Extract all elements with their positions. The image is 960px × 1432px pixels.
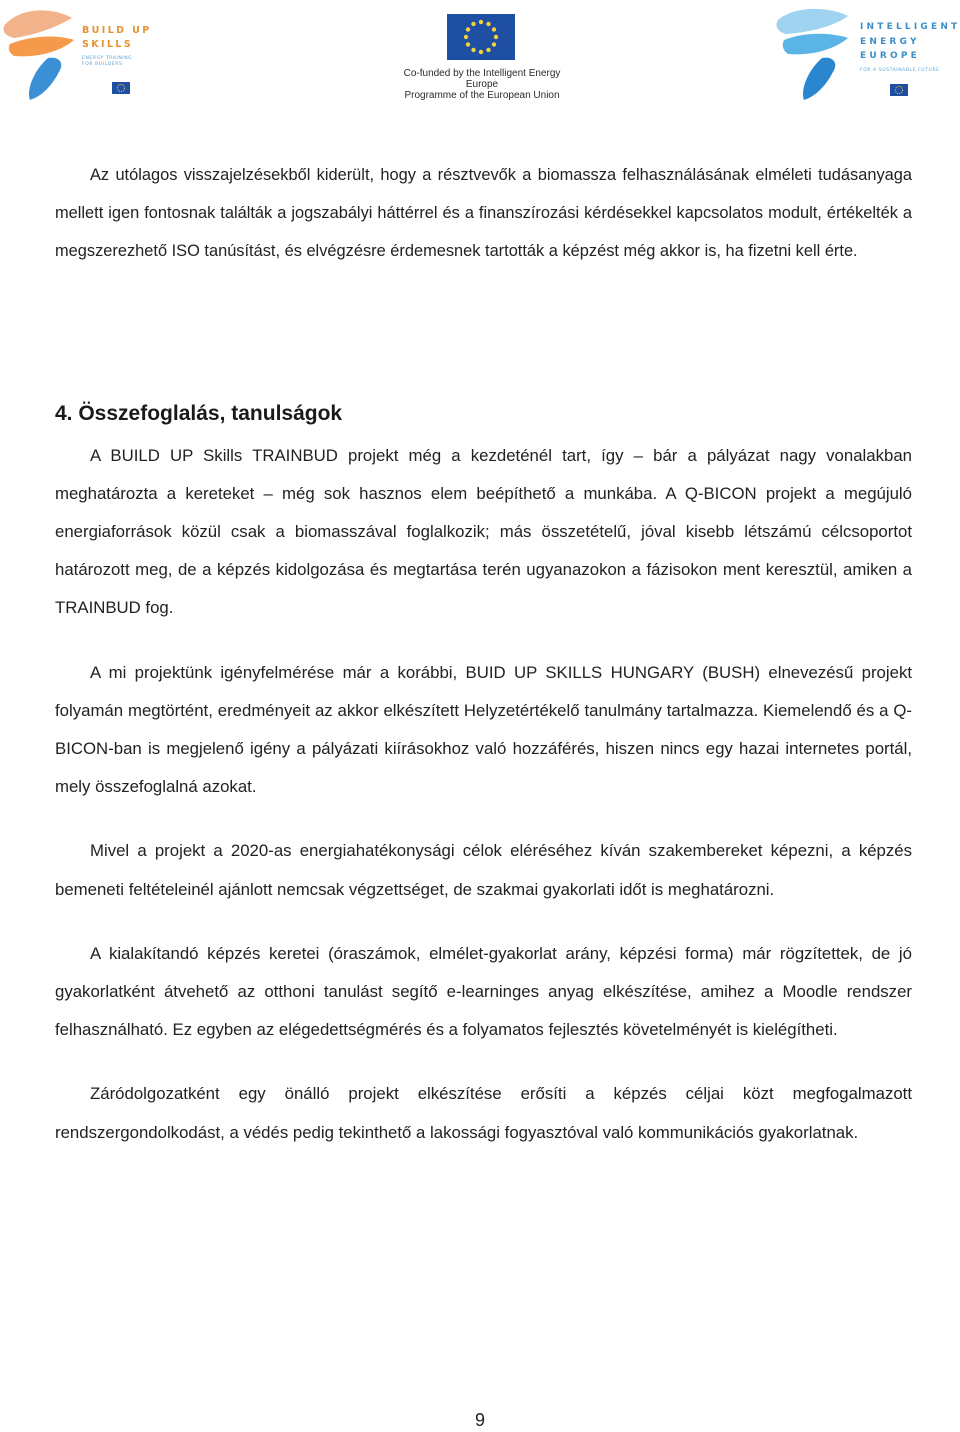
page-header bbox=[0, 0, 960, 110]
eu-cofunding-caption: Co-funded by the Intelligent Energy Europe Programme of the European Union bbox=[403, 68, 561, 101]
body-paragraph: A kialakítandó képzés keretei (óraszámok, elmélet-gyakorlat arány, képzési forma) már rögzítettek, de jó gyakorlatként átvehető az otthoni tanulást segítő e-learninges anyag elkészítése, amihez a Moodle rendszer felhasználható. Ez egyben az elégedettségmérés és a folyamatos fejlesztés követelményét is kielégítheti. bbox=[55, 943, 912, 1040]
eu-flag-icon bbox=[393, 12, 571, 68]
document-body bbox=[55, 156, 912, 1152]
intelligent-energy-europe-logo bbox=[772, 4, 960, 100]
eu-cofunding-logo bbox=[393, 12, 571, 101]
build-up-skills-title: BUILD UP SKILLS bbox=[82, 25, 152, 50]
intelligent-energy-europe-title: INTELLIGENT ENERGY EUROPE bbox=[860, 22, 960, 61]
body-paragraph: Záródolgozatként egy önálló projekt elkészítése erősíti a képzés céljai közt megfogalmazott rendszergondolkodást, a védés pedig tekinthető a lakossági fogyasztóval való kommunikációs gyakorlatnak. bbox=[55, 1084, 912, 1142]
intelligent-energy-europe-tagline: FOR A SUSTAINABLE FUTURE bbox=[860, 68, 940, 73]
section-heading: 4. Összefoglalás, tanulságok bbox=[55, 401, 343, 425]
build-up-skills-logo bbox=[0, 4, 160, 100]
body-paragraph: Mivel a projekt a 2020-as energiahatékonysági célok eléréséhez kíván szakembereket képezni, a képzés bemeneti feltételeinél ajánlott nemcsak végzettséget, de szakmai gyakorlati időt is meghatározni. bbox=[55, 841, 912, 899]
build-up-skills-tagline: ENERGY TRAINING FOR BUILDERS bbox=[82, 56, 133, 67]
page-number: 9 bbox=[474, 1410, 485, 1430]
body-paragraph: A mi projektünk igényfelmérése már a korábbi, BUID UP SKILLS HUNGARY (BUSH) elnevezésű projekt folyamán megtörtént, eredményeit az akkor elkészített Helyzetértékelő tanulmány tartalmazza. Kiemelendő és a Q-BICON-ban is megjelenő igény a pályázati kiírásokhoz való hozzáférés, hiszen nincs egy hazai internetes portál, mely összefoglalná azokat. bbox=[55, 662, 912, 797]
build-up-skills-emblem-icon bbox=[0, 4, 160, 100]
intro-paragraph: Az utólagos visszajelzésekből kiderült, hogy a résztvevők a biomassza felhasználásának elméleti tudásanyaga mellett igen fontosnak találták a jogszabályi háttérrel és a finanszírozási kérdésekkel kapcsolatos modult, értékelték a megszerezhető ISO tanúsítást, és elvégzésre érdemesnek tartották a képzést még akkor is, ha fizetni kell érte. bbox=[55, 166, 912, 261]
body-paragraph: A BUILD UP Skills TRAINBUD projekt még a kezdeténél tart, így – bár a pályázat nagy vonalakban meghatározta a kereteket – még sok hasznos elem beépíthető a munkába. A Q-BICON projekt a megújuló energiaforrások közül csak a biomasszával foglalkozik; más összetételű, jóval kisebb létszámú célcsoportot határozott meg, de a képzés kidolgozása és megtartása terén ugyanazokon a fázisokon ment keresztül, amiken a TRAINBUD fog. bbox=[55, 445, 912, 618]
